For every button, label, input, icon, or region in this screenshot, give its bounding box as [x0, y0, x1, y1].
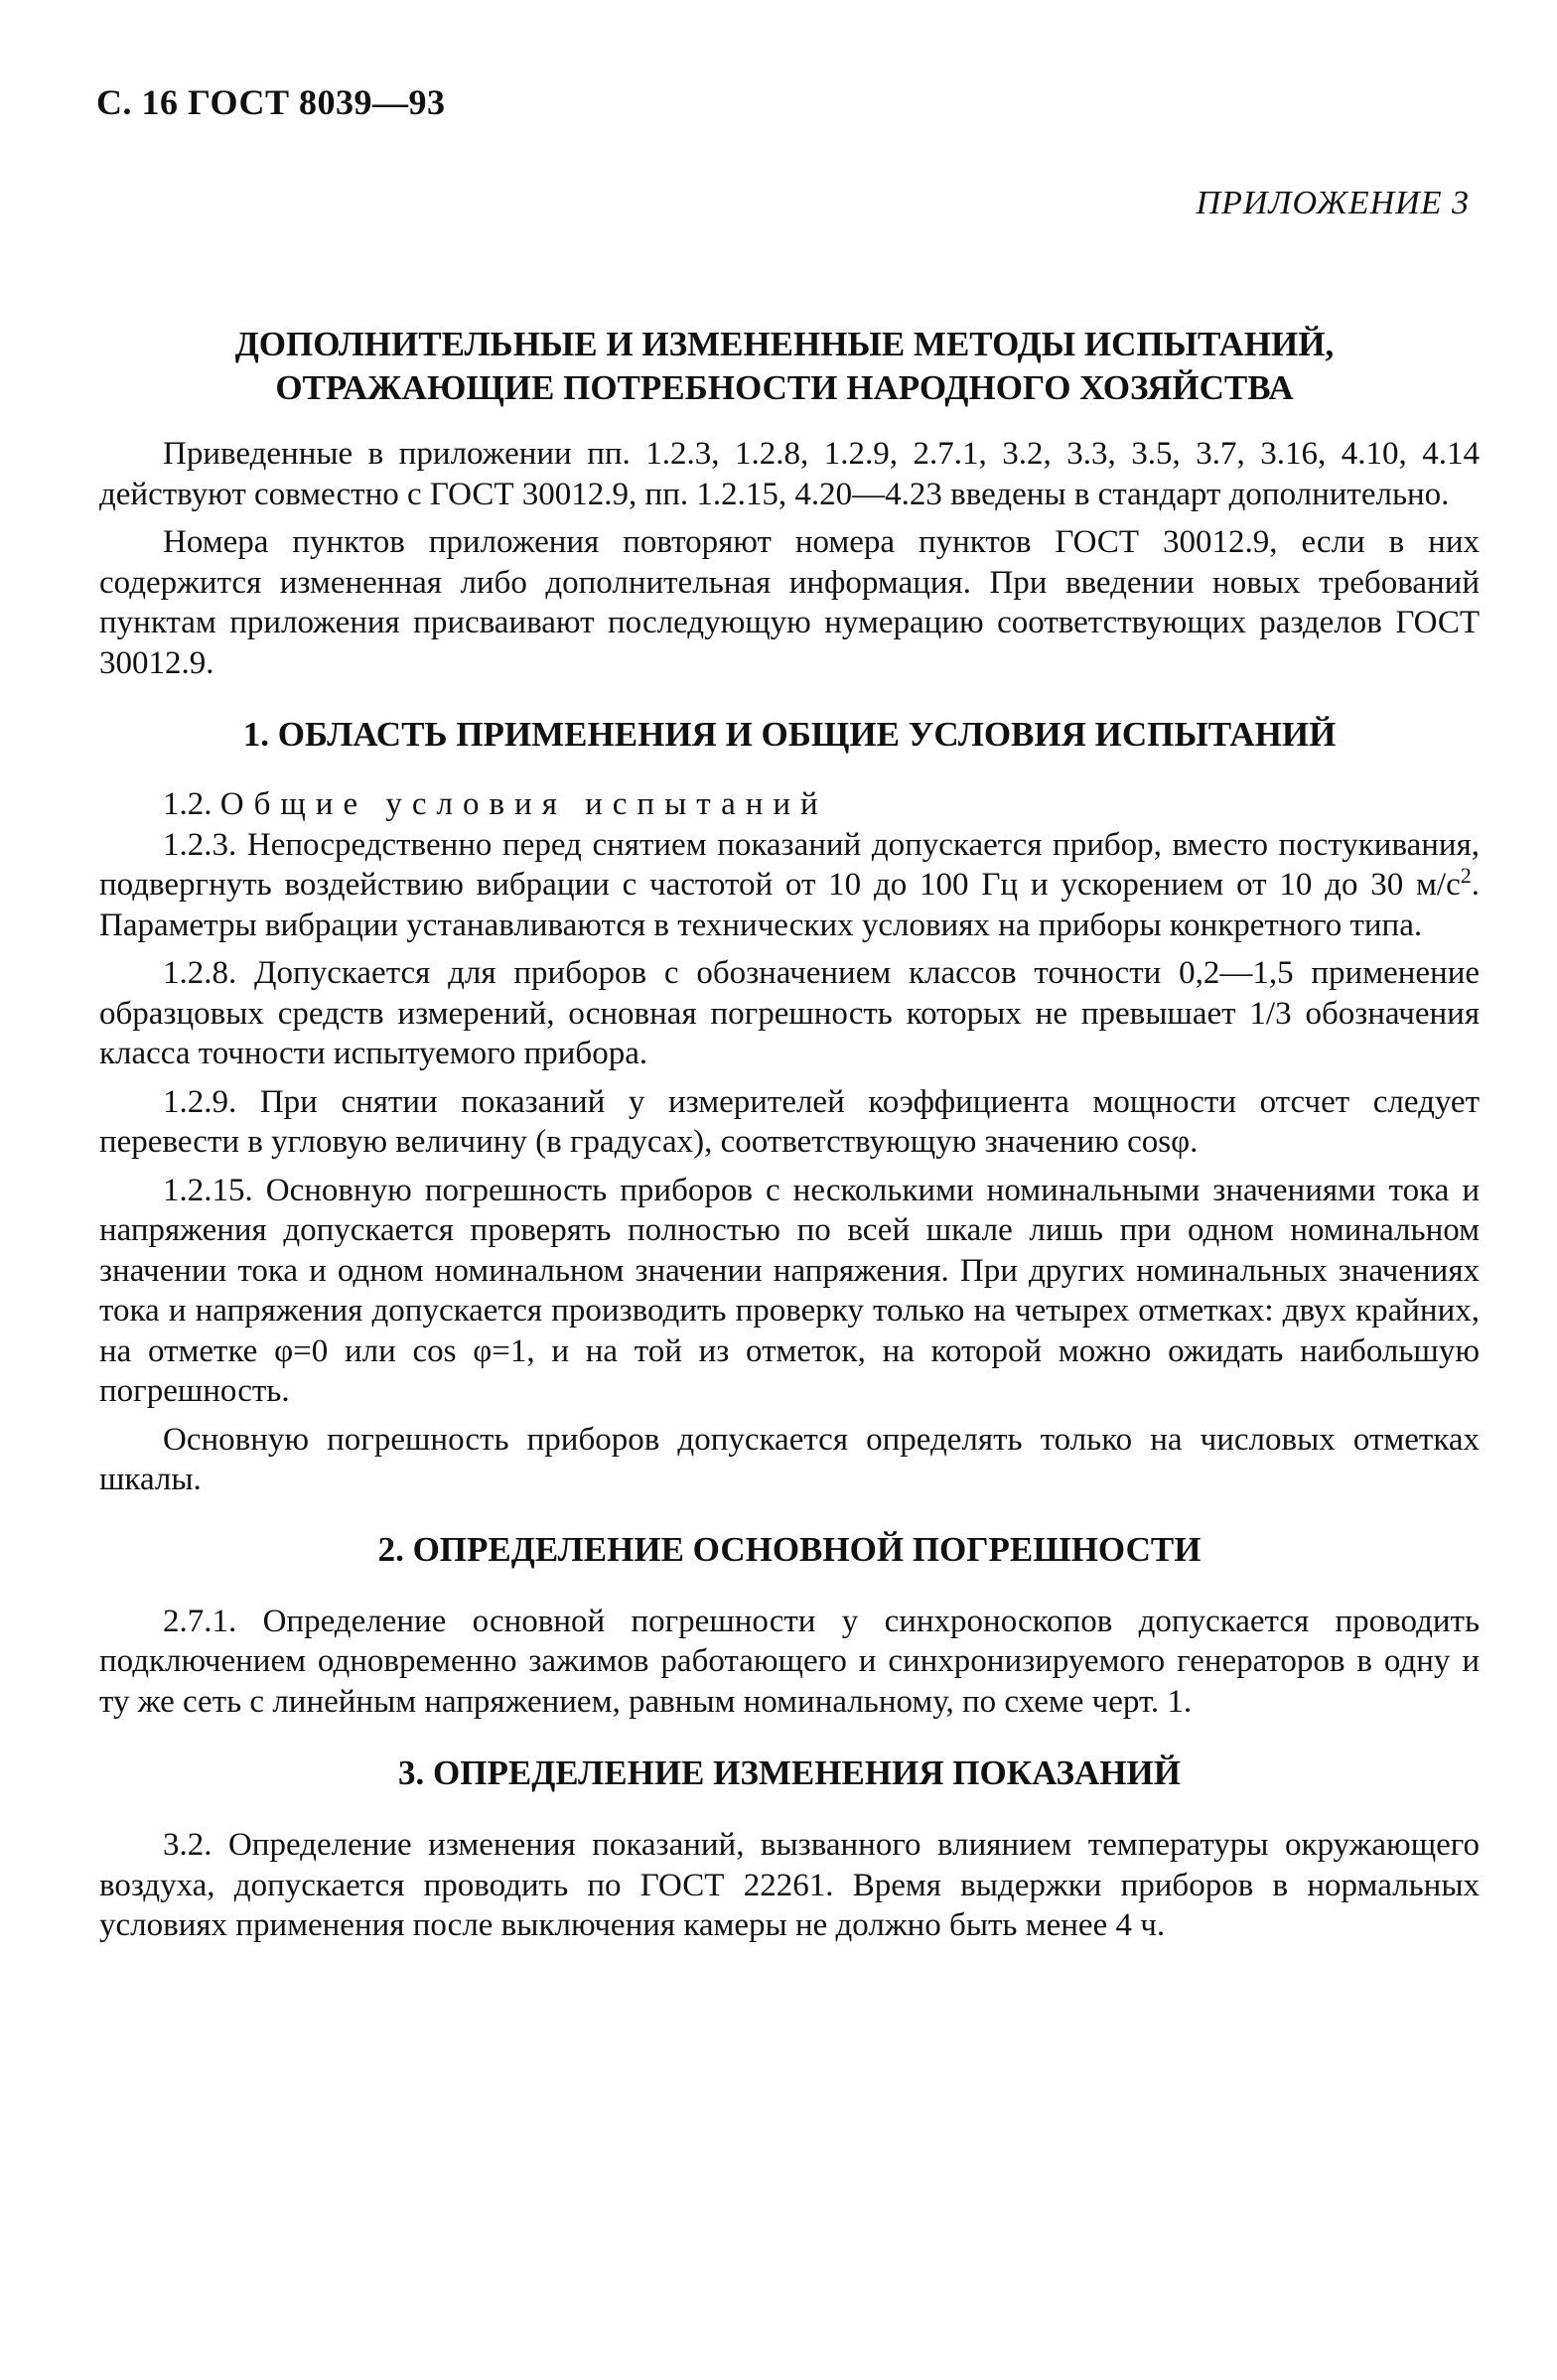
appendix-label: ПРИЛОЖЕНИЕ 3 [1196, 185, 1470, 221]
document-title [99, 323, 1470, 410]
intro-paragraph-2: Номера пунктов приложения повторяют номера пунктов ГОСТ 30012.9, если в них содержится измененная либо дополнительная информация. При введении новых требований пунктам приложения присваивают последующую нумерацию соответствующих разделов ГОСТ 30012.9. [99, 524, 1480, 681]
superscript-2: 2 [1460, 863, 1472, 888]
subsection-heading [99, 784, 1480, 825]
title-line-2: ОТРАЖАЮЩИЕ ПОТРЕБНОСТИ НАРОДНОГО ХОЗЯЙСТВА [275, 368, 1294, 407]
document-body [99, 434, 1480, 1946]
clause-1-2-9: 1.2.9. При снятии показаний у измерителей коэффициента мощности отсчет следует перевести в угловую величину (в градусах), соответствующую значению cosφ. [99, 1083, 1480, 1160]
clause-1-2-3-text-a: 1.2.3. Непосредственно перед снятием показаний допускается прибор, вместо постукивания, подвергнуть воздействию вибрации с частотой от 10 до 100 Гц и ускорением от 10 до 30 м/с [99, 826, 1480, 903]
section-2-heading: 2. ОПРЕДЕЛЕНИЕ ОСНОВНОЙ ПОГРЕШНОСТИ [377, 1529, 1202, 1569]
intro-paragraph-1: Приведенные в приложении пп. 1.2.3, 1.2.8, 1.2.9, 2.7.1, 3.2, 3.3, 3.5, 3.7, 3.16, 4.10, 4.14 действуют совместно с ГОСТ 30012.9, пп. 1.2.15, 4.20—4.23 введены в стандарт дополнительно. [99, 436, 1480, 512]
clause-1-2-15: 1.2.15. Основную погрешность приборов с несколькими номинальными значениями тока и напряжения допускается проверять полностью по всей шкале лишь при одном номинальном значении тока и одном номинальном значении напряжения. При других номинальных значениях тока и напряжения допускается производить проверку только на четырех отметках: двух крайних, на отметке φ=0 или cos φ=1, и на той из отметок, на которой можно ожидать наибольшую погрешность. [99, 1172, 1480, 1409]
clause-2-7-1: 2.7.1. Определение основной погрешности у синхроноскопов допускается проводить подключением одновременно зажимов работающего и синхронизируемого генераторов в одну и ту же сеть с линейным напряжением, равным номинальному, по схеме черт. 1. [99, 1603, 1480, 1720]
section-3-heading: 3. ОПРЕДЕЛЕНИЕ ИЗМЕНЕНИЯ ПОКАЗАНИЙ [398, 1753, 1181, 1792]
clause-3-2: 3.2. Определение изменения показаний, вызванного влиянием температуры окружающего воздуха, допускается проводить по ГОСТ 22261. Время выдержки приборов в нормальных условиях применения после выключения камеры не должно быть менее 4 ч. [99, 1827, 1480, 1943]
clause-1-2-3 [99, 825, 1480, 946]
subsection-number: 1.2. [163, 786, 212, 822]
clause-1-2-15-note: Основную погрешность приборов допускается определять только на числовых отметках шкалы. [99, 1421, 1480, 1497]
running-head: С. 16 ГОСТ 8039—93 [96, 82, 446, 122]
clause-1-2-8: 1.2.8. Допускается для приборов с обозначением классов точности 0,2—1,5 применение образцовых средств измерений, основная погрешность которых не превышает 1/3 обозначения класса точности испытуемого прибора. [99, 955, 1480, 1071]
title-line-1: ДОПОЛНИТЕЛЬНЫЕ И ИЗМЕНЕННЫЕ МЕТОДЫ ИСПЫТАНИЙ, [234, 325, 1335, 363]
subsection-title: Общие условия испытаний [219, 786, 828, 822]
section-1-heading: 1. ОБЛАСТЬ ПРИМЕНЕНИЯ И ОБЩИЕ УСЛОВИЯ ИСПЫТАНИЙ [242, 715, 1337, 754]
clause-1-2-3-text-b: . Параметры вибрации устанавливаются в технических условиях на приборы конкретного типа. [99, 867, 1480, 943]
